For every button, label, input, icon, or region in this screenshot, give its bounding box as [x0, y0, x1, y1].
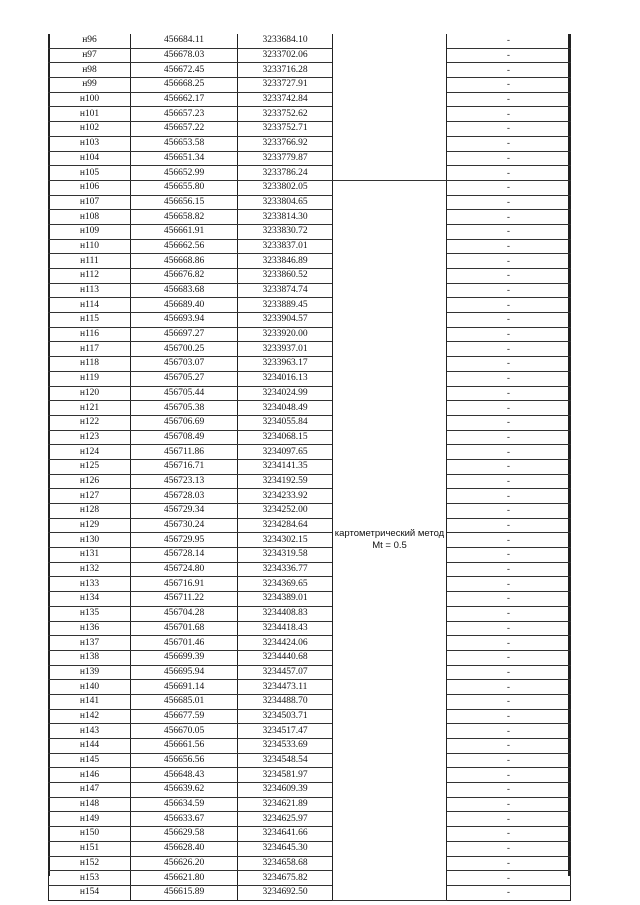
y-coordinate-cell: 3234424.06	[238, 636, 333, 651]
note-cell: -	[447, 107, 571, 122]
point-id-cell: н136	[49, 621, 131, 636]
note-cell: -	[447, 871, 571, 886]
point-id-cell: н135	[49, 606, 131, 621]
note-cell: -	[447, 180, 571, 195]
note-cell: -	[447, 680, 571, 695]
table-row	[49, 386, 571, 401]
point-id-cell: н108	[49, 210, 131, 225]
note-cell: -	[447, 533, 571, 548]
x-coordinate-cell: 456678.03	[131, 48, 238, 63]
table-row	[49, 459, 571, 474]
table-row	[49, 92, 571, 107]
point-id-cell: н150	[49, 827, 131, 842]
x-coordinate-cell: 456683.68	[131, 283, 238, 298]
point-id-cell: н120	[49, 386, 131, 401]
note-cell: -	[447, 34, 571, 48]
coordinates-table	[48, 34, 571, 901]
y-coordinate-cell: 3234675.82	[238, 871, 333, 886]
note-cell: -	[447, 92, 571, 107]
table-row	[49, 166, 571, 181]
x-coordinate-cell: 456685.01	[131, 694, 238, 709]
y-coordinate-cell: 3233779.87	[238, 151, 333, 166]
point-id-cell: н132	[49, 562, 131, 577]
coordinates-table-body	[49, 34, 571, 900]
x-coordinate-cell: 456728.03	[131, 489, 238, 504]
point-id-cell: н111	[49, 254, 131, 269]
note-cell: -	[447, 812, 571, 827]
point-id-cell: н114	[49, 298, 131, 313]
table-row	[49, 650, 571, 665]
point-id-cell: н125	[49, 459, 131, 474]
note-cell: -	[447, 357, 571, 372]
table-row	[49, 445, 571, 460]
x-coordinate-cell: 456684.11	[131, 34, 238, 48]
x-coordinate-cell: 456693.94	[131, 313, 238, 328]
point-id-cell: н142	[49, 709, 131, 724]
table-row	[49, 371, 571, 386]
x-coordinate-cell: 456626.20	[131, 856, 238, 871]
x-coordinate-cell: 456657.22	[131, 122, 238, 137]
y-coordinate-cell: 3233889.45	[238, 298, 333, 313]
y-coordinate-cell: 3234641.66	[238, 827, 333, 842]
x-coordinate-cell: 456705.27	[131, 371, 238, 386]
x-coordinate-cell: 456676.82	[131, 269, 238, 284]
x-coordinate-cell: 456658.82	[131, 210, 238, 225]
y-coordinate-cell: 3233860.52	[238, 269, 333, 284]
table-row	[49, 180, 571, 195]
note-cell: -	[447, 739, 571, 754]
x-coordinate-cell: 456653.58	[131, 136, 238, 151]
table-row	[49, 606, 571, 621]
table-row	[49, 885, 571, 900]
table-row	[49, 797, 571, 812]
note-cell: -	[447, 474, 571, 489]
point-id-cell: н140	[49, 680, 131, 695]
point-id-cell: н141	[49, 694, 131, 709]
y-coordinate-cell: 3234068.15	[238, 430, 333, 445]
note-cell: -	[447, 577, 571, 592]
x-coordinate-cell: 456633.67	[131, 812, 238, 827]
point-id-cell: н154	[49, 885, 131, 900]
note-cell: -	[447, 827, 571, 842]
x-coordinate-cell: 456699.39	[131, 650, 238, 665]
point-id-cell: н153	[49, 871, 131, 886]
y-coordinate-cell: 3234389.01	[238, 592, 333, 607]
point-id-cell: н123	[49, 430, 131, 445]
table-row	[49, 401, 571, 416]
point-id-cell: н107	[49, 195, 131, 210]
y-coordinate-cell: 3234369.65	[238, 577, 333, 592]
x-coordinate-cell: 456648.43	[131, 768, 238, 783]
point-id-cell: н101	[49, 107, 131, 122]
x-coordinate-cell: 456716.91	[131, 577, 238, 592]
x-coordinate-cell: 456651.34	[131, 151, 238, 166]
point-id-cell: н119	[49, 371, 131, 386]
y-coordinate-cell: 3233727.91	[238, 78, 333, 93]
x-coordinate-cell: 456629.58	[131, 827, 238, 842]
y-coordinate-cell: 3234517.47	[238, 724, 333, 739]
x-coordinate-cell: 456672.45	[131, 63, 238, 78]
x-coordinate-cell: 456661.56	[131, 739, 238, 754]
y-coordinate-cell: 3234192.59	[238, 474, 333, 489]
x-coordinate-cell: 456668.86	[131, 254, 238, 269]
note-cell: -	[447, 841, 571, 856]
point-id-cell: н106	[49, 180, 131, 195]
point-id-cell: н128	[49, 504, 131, 519]
y-coordinate-cell: 3233904.57	[238, 313, 333, 328]
x-coordinate-cell: 456661.91	[131, 224, 238, 239]
note-cell: -	[447, 298, 571, 313]
x-coordinate-cell: 456729.34	[131, 504, 238, 519]
table-row	[49, 724, 571, 739]
table-row	[49, 739, 571, 754]
y-coordinate-cell: 3234473.11	[238, 680, 333, 695]
x-coordinate-cell: 456615.89	[131, 885, 238, 900]
x-coordinate-cell: 456716.71	[131, 459, 238, 474]
table-row	[49, 430, 571, 445]
x-coordinate-cell: 456657.23	[131, 107, 238, 122]
y-coordinate-cell: 3234440.68	[238, 650, 333, 665]
table-row	[49, 136, 571, 151]
note-cell: -	[447, 768, 571, 783]
y-coordinate-cell: 3234488.70	[238, 694, 333, 709]
note-cell: -	[447, 621, 571, 636]
table-row	[49, 224, 571, 239]
y-coordinate-cell: 3233752.71	[238, 122, 333, 137]
point-id-cell: н148	[49, 797, 131, 812]
y-coordinate-cell: 3234692.50	[238, 885, 333, 900]
note-cell: -	[447, 327, 571, 342]
y-coordinate-cell: 3234252.00	[238, 504, 333, 519]
x-coordinate-cell: 456655.80	[131, 180, 238, 195]
y-coordinate-cell: 3233742.84	[238, 92, 333, 107]
point-id-cell: н133	[49, 577, 131, 592]
y-coordinate-cell: 3233684.10	[238, 34, 333, 48]
point-id-cell: н102	[49, 122, 131, 137]
x-coordinate-cell: 456730.24	[131, 518, 238, 533]
table-row	[49, 298, 571, 313]
table-row	[49, 254, 571, 269]
y-coordinate-cell: 3234319.58	[238, 548, 333, 563]
y-coordinate-cell: 3233702.06	[238, 48, 333, 63]
y-coordinate-cell: 3233786.24	[238, 166, 333, 181]
table-row	[49, 709, 571, 724]
note-cell: -	[447, 797, 571, 812]
point-id-cell: н152	[49, 856, 131, 871]
x-coordinate-cell: 456662.17	[131, 92, 238, 107]
note-cell: -	[447, 195, 571, 210]
point-id-cell: н122	[49, 415, 131, 430]
x-coordinate-cell: 456677.59	[131, 709, 238, 724]
table-row	[49, 195, 571, 210]
point-id-cell: н118	[49, 357, 131, 372]
table-row	[49, 856, 571, 871]
table-row	[49, 78, 571, 93]
x-coordinate-cell: 456703.07	[131, 357, 238, 372]
table-row	[49, 151, 571, 166]
table-row	[49, 577, 571, 592]
note-cell: -	[447, 518, 571, 533]
note-cell: -	[447, 548, 571, 563]
note-cell: -	[447, 489, 571, 504]
x-coordinate-cell: 456711.22	[131, 592, 238, 607]
note-cell: -	[447, 210, 571, 225]
table-row	[49, 313, 571, 328]
table-row	[49, 489, 571, 504]
note-cell: -	[447, 650, 571, 665]
y-coordinate-cell: 3234533.69	[238, 739, 333, 754]
x-coordinate-cell: 456628.40	[131, 841, 238, 856]
point-id-cell: н103	[49, 136, 131, 151]
x-coordinate-cell: 456711.86	[131, 445, 238, 460]
x-coordinate-cell: 456701.68	[131, 621, 238, 636]
y-coordinate-cell: 3234016.13	[238, 371, 333, 386]
table-row	[49, 871, 571, 886]
table-row	[49, 210, 571, 225]
note-cell: -	[447, 342, 571, 357]
note-cell: -	[447, 415, 571, 430]
point-id-cell: н117	[49, 342, 131, 357]
point-id-cell: н147	[49, 783, 131, 798]
point-id-cell: н134	[49, 592, 131, 607]
y-coordinate-cell: 3234141.35	[238, 459, 333, 474]
x-coordinate-cell: 456701.46	[131, 636, 238, 651]
table-row	[49, 753, 571, 768]
table-row	[49, 680, 571, 695]
x-coordinate-cell: 456705.38	[131, 401, 238, 416]
y-coordinate-cell: 3234503.71	[238, 709, 333, 724]
table-row	[49, 841, 571, 856]
y-coordinate-cell: 3233814.30	[238, 210, 333, 225]
point-id-cell: н144	[49, 739, 131, 754]
y-coordinate-cell: 3234658.68	[238, 856, 333, 871]
x-coordinate-cell: 456695.94	[131, 665, 238, 680]
point-id-cell: н138	[49, 650, 131, 665]
table-row	[49, 357, 571, 372]
y-coordinate-cell: 3233766.92	[238, 136, 333, 151]
y-coordinate-cell: 3234621.89	[238, 797, 333, 812]
note-cell: -	[447, 313, 571, 328]
note-cell: -	[447, 753, 571, 768]
table-row	[49, 621, 571, 636]
point-id-cell: н151	[49, 841, 131, 856]
y-coordinate-cell: 3234233.92	[238, 489, 333, 504]
y-coordinate-cell: 3234408.83	[238, 606, 333, 621]
point-id-cell: н146	[49, 768, 131, 783]
point-id-cell: н105	[49, 166, 131, 181]
point-id-cell: н131	[49, 548, 131, 563]
point-id-cell: н96	[49, 34, 131, 48]
y-coordinate-cell: 3233937.01	[238, 342, 333, 357]
note-cell: -	[447, 166, 571, 181]
point-id-cell: н137	[49, 636, 131, 651]
point-id-cell: н127	[49, 489, 131, 504]
x-coordinate-cell: 456724.80	[131, 562, 238, 577]
method-cell-top	[333, 34, 447, 180]
table-row	[49, 342, 571, 357]
note-cell: -	[447, 562, 571, 577]
note-cell: -	[447, 122, 571, 137]
table-row	[49, 504, 571, 519]
y-coordinate-cell: 3233963.17	[238, 357, 333, 372]
point-id-cell: н143	[49, 724, 131, 739]
y-coordinate-cell: 3233804.65	[238, 195, 333, 210]
point-id-cell: н129	[49, 518, 131, 533]
y-coordinate-cell: 3233874.74	[238, 283, 333, 298]
note-cell: -	[447, 592, 571, 607]
note-cell: -	[447, 885, 571, 900]
point-id-cell: н116	[49, 327, 131, 342]
table-row	[49, 827, 571, 842]
y-coordinate-cell: 3234336.77	[238, 562, 333, 577]
y-coordinate-cell: 3234055.84	[238, 415, 333, 430]
table-row	[49, 694, 571, 709]
x-coordinate-cell: 456729.95	[131, 533, 238, 548]
point-id-cell: н126	[49, 474, 131, 489]
table-row	[49, 122, 571, 137]
x-coordinate-cell: 456697.27	[131, 327, 238, 342]
point-id-cell: н145	[49, 753, 131, 768]
note-cell: -	[447, 254, 571, 269]
y-coordinate-cell: 3233716.28	[238, 63, 333, 78]
note-cell: -	[447, 445, 571, 460]
y-coordinate-cell: 3234457.07	[238, 665, 333, 680]
x-coordinate-cell: 456691.14	[131, 680, 238, 695]
table-row	[49, 239, 571, 254]
note-cell: -	[447, 401, 571, 416]
note-cell: -	[447, 430, 571, 445]
table-row	[49, 768, 571, 783]
method-cell: картометрический метод Mt = 0.5	[333, 180, 447, 900]
y-coordinate-cell: 3234048.49	[238, 401, 333, 416]
note-cell: -	[447, 269, 571, 284]
y-coordinate-cell: 3233920.00	[238, 327, 333, 342]
x-coordinate-cell: 456706.69	[131, 415, 238, 430]
x-coordinate-cell: 456700.25	[131, 342, 238, 357]
x-coordinate-cell: 456728.14	[131, 548, 238, 563]
note-cell: -	[447, 48, 571, 63]
y-coordinate-cell: 3234645.30	[238, 841, 333, 856]
point-id-cell: н124	[49, 445, 131, 460]
table-row	[49, 269, 571, 284]
x-coordinate-cell: 456621.80	[131, 871, 238, 886]
y-coordinate-cell: 3233830.72	[238, 224, 333, 239]
point-id-cell: н109	[49, 224, 131, 239]
note-cell: -	[447, 386, 571, 401]
x-coordinate-cell: 456705.44	[131, 386, 238, 401]
y-coordinate-cell: 3234302.15	[238, 533, 333, 548]
table-row	[49, 107, 571, 122]
note-cell: -	[447, 606, 571, 621]
table-row	[49, 636, 571, 651]
note-cell: -	[447, 665, 571, 680]
x-coordinate-cell: 456689.40	[131, 298, 238, 313]
x-coordinate-cell: 456708.49	[131, 430, 238, 445]
y-coordinate-cell: 3234418.43	[238, 621, 333, 636]
point-id-cell: н104	[49, 151, 131, 166]
table-row	[49, 48, 571, 63]
note-cell: -	[447, 239, 571, 254]
y-coordinate-cell: 3233837.01	[238, 239, 333, 254]
point-id-cell: н97	[49, 48, 131, 63]
x-coordinate-cell: 456668.25	[131, 78, 238, 93]
y-coordinate-cell: 3233802.05	[238, 180, 333, 195]
x-coordinate-cell: 456662.56	[131, 239, 238, 254]
y-coordinate-cell: 3234284.64	[238, 518, 333, 533]
x-coordinate-cell: 456670.05	[131, 724, 238, 739]
point-id-cell: н130	[49, 533, 131, 548]
point-id-cell: н113	[49, 283, 131, 298]
table-row	[49, 34, 571, 48]
x-coordinate-cell: 456634.59	[131, 797, 238, 812]
table-row	[49, 665, 571, 680]
point-id-cell: н112	[49, 269, 131, 284]
point-id-cell: н115	[49, 313, 131, 328]
x-coordinate-cell: 456656.56	[131, 753, 238, 768]
note-cell: -	[447, 224, 571, 239]
table-row	[49, 783, 571, 798]
x-coordinate-cell: 456652.99	[131, 166, 238, 181]
note-cell: -	[447, 78, 571, 93]
x-coordinate-cell: 456704.28	[131, 606, 238, 621]
table-row	[49, 63, 571, 78]
y-coordinate-cell: 3233846.89	[238, 254, 333, 269]
point-id-cell: н100	[49, 92, 131, 107]
point-id-cell: н149	[49, 812, 131, 827]
table-row	[49, 327, 571, 342]
x-coordinate-cell: 456639.62	[131, 783, 238, 798]
note-cell: -	[447, 459, 571, 474]
point-id-cell: н99	[49, 78, 131, 93]
x-coordinate-cell: 456656.15	[131, 195, 238, 210]
note-cell: -	[447, 63, 571, 78]
x-coordinate-cell: 456723.13	[131, 474, 238, 489]
table-row	[49, 812, 571, 827]
point-id-cell: н121	[49, 401, 131, 416]
point-id-cell: н139	[49, 665, 131, 680]
y-coordinate-cell: 3233752.62	[238, 107, 333, 122]
y-coordinate-cell: 3234024.99	[238, 386, 333, 401]
y-coordinate-cell: 3234097.65	[238, 445, 333, 460]
note-cell: -	[447, 694, 571, 709]
y-coordinate-cell: 3234548.54	[238, 753, 333, 768]
y-coordinate-cell: 3234609.39	[238, 783, 333, 798]
note-cell: -	[447, 636, 571, 651]
table-row	[49, 518, 571, 533]
y-coordinate-cell: 3234581.97	[238, 768, 333, 783]
note-cell: -	[447, 724, 571, 739]
point-id-cell: н110	[49, 239, 131, 254]
note-cell: -	[447, 283, 571, 298]
point-id-cell: н98	[49, 63, 131, 78]
note-cell: -	[447, 856, 571, 871]
table-row	[49, 562, 571, 577]
table-row	[49, 548, 571, 563]
note-cell: -	[447, 371, 571, 386]
table-row	[49, 592, 571, 607]
note-cell: -	[447, 151, 571, 166]
table-row	[49, 415, 571, 430]
table-row	[49, 474, 571, 489]
note-cell: -	[447, 783, 571, 798]
table-row	[49, 533, 571, 548]
y-coordinate-cell: 3234625.97	[238, 812, 333, 827]
note-cell: -	[447, 504, 571, 519]
note-cell: -	[447, 709, 571, 724]
note-cell: -	[447, 136, 571, 151]
table-row	[49, 283, 571, 298]
